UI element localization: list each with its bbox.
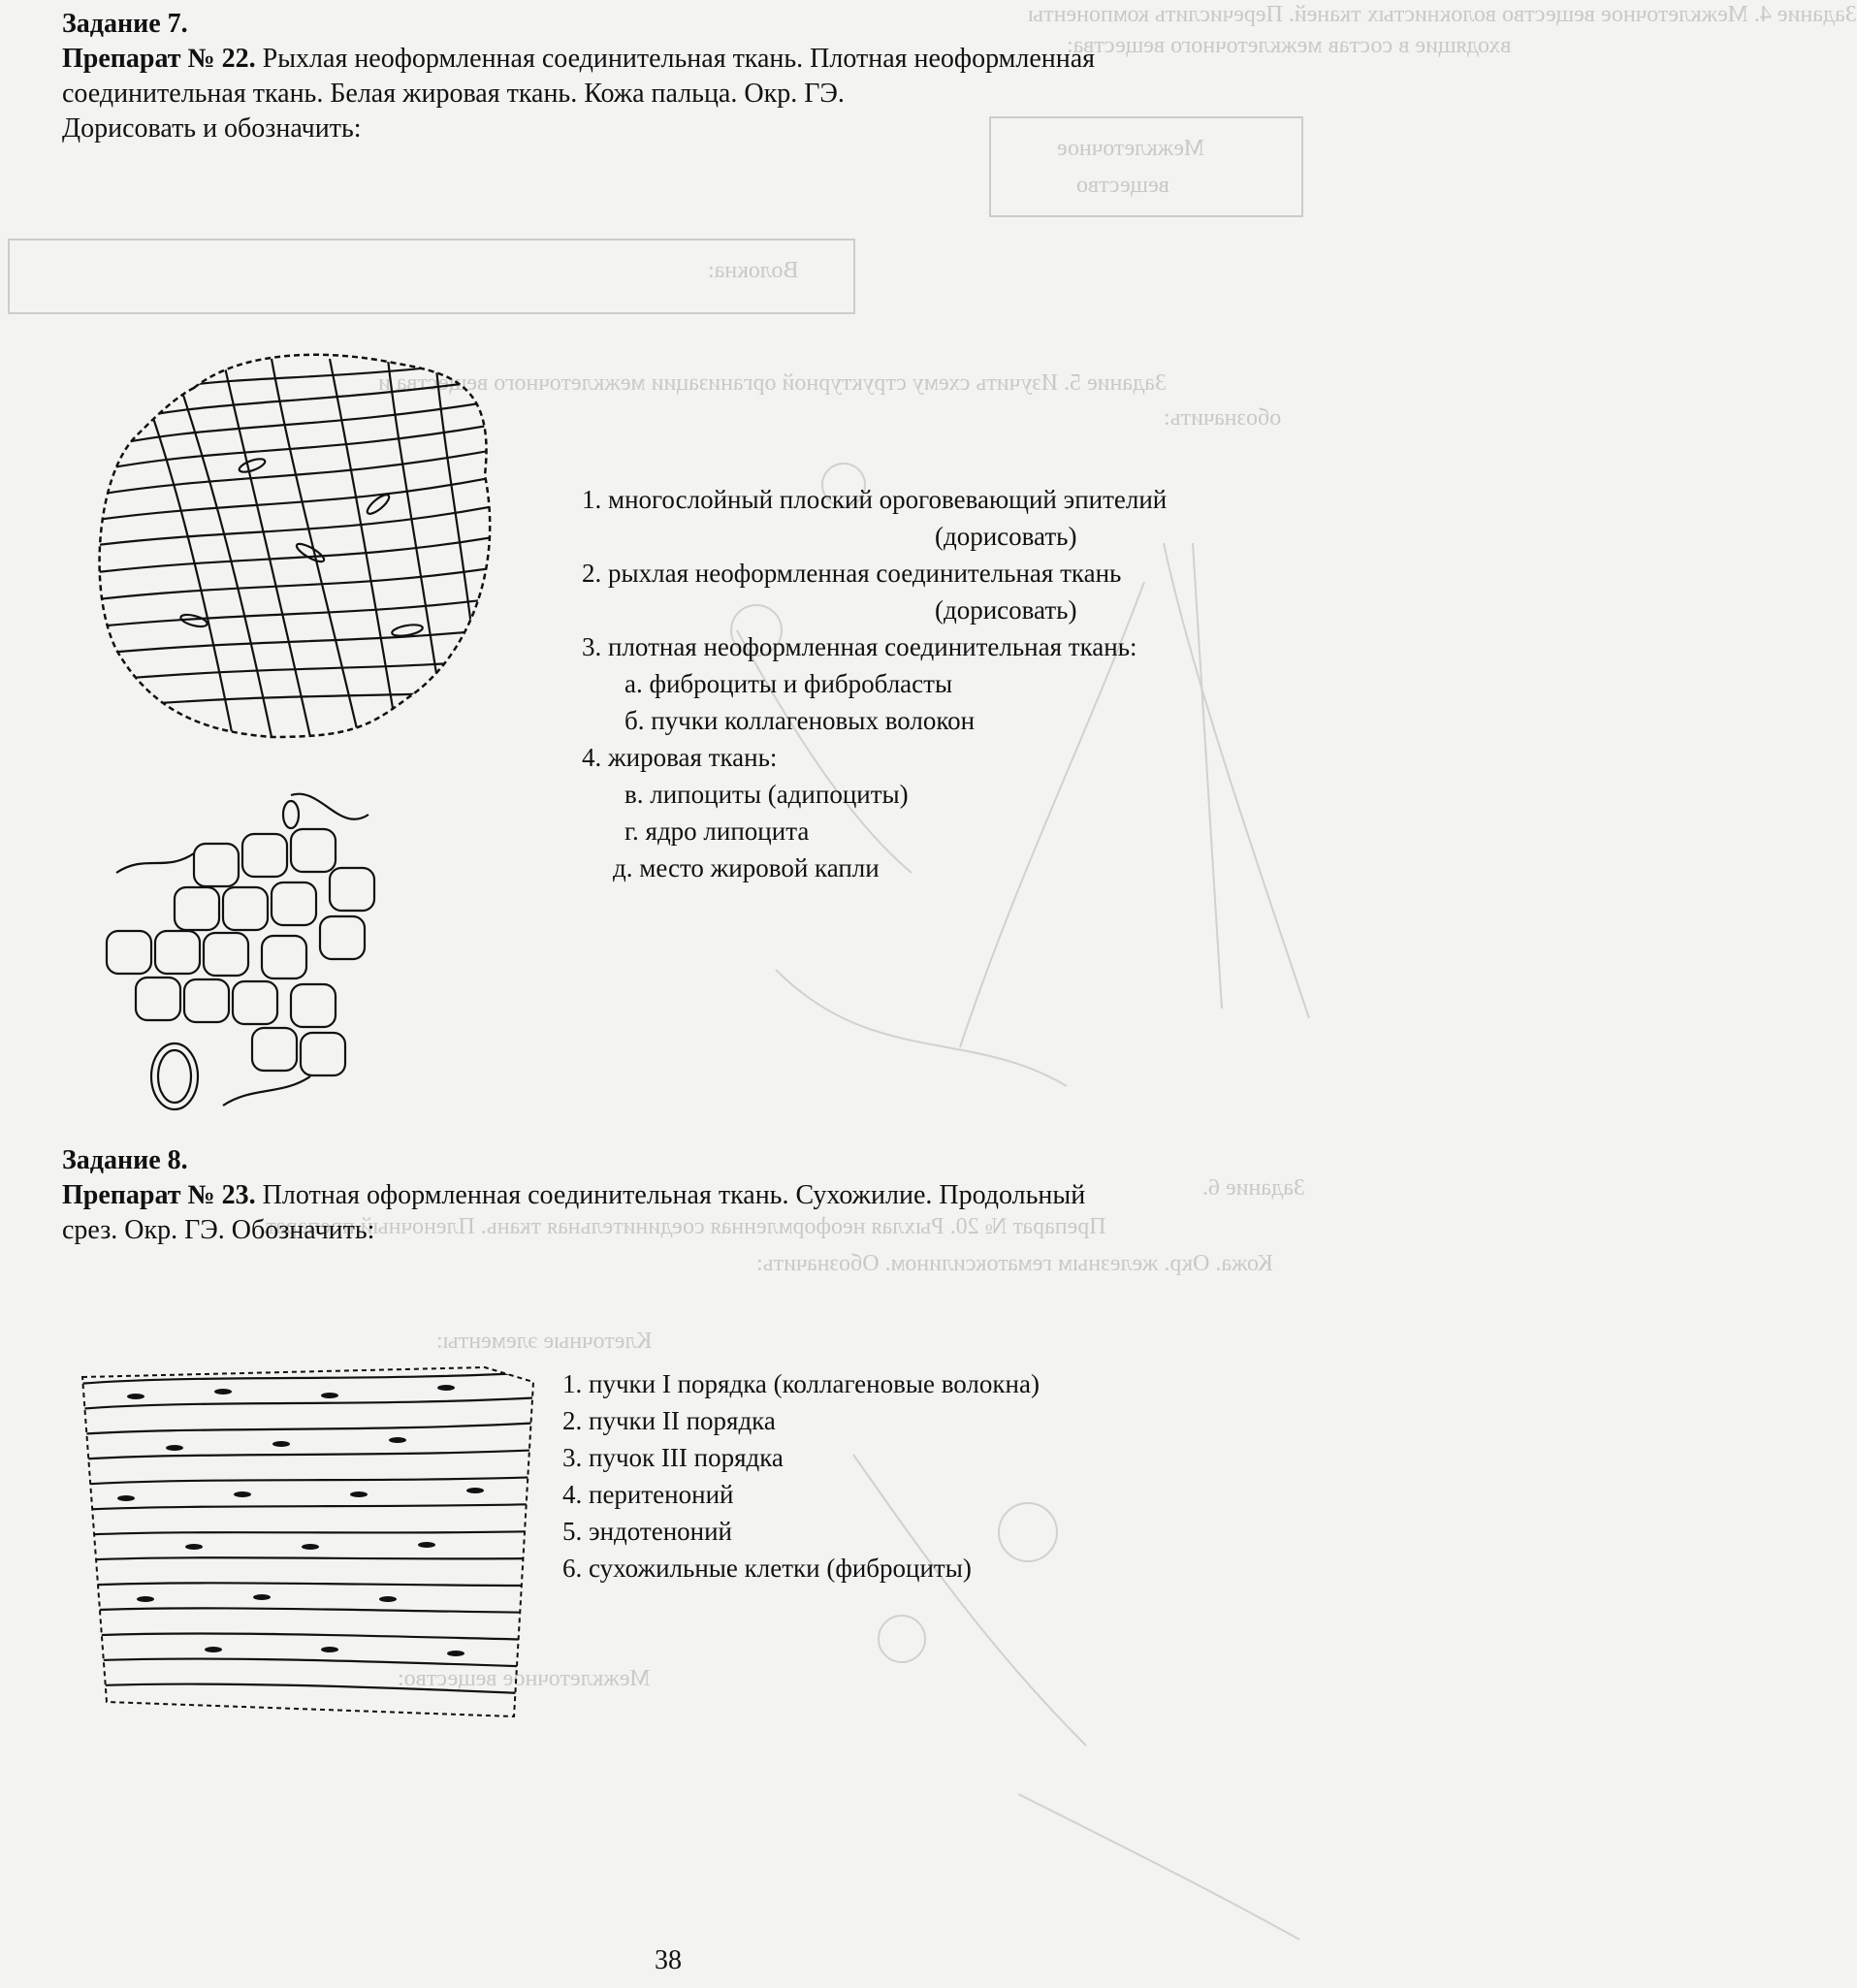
ghost-text: Задание 6. xyxy=(1202,1175,1305,1201)
ghost-text: входящие в состав межклеточного вещества: xyxy=(1067,33,1512,58)
task7-label-2-note: (дорисовать) xyxy=(935,595,1077,625)
task7-label-3a: а. фиброциты и фибробласты xyxy=(624,669,953,698)
task8-label-2: 2. пучки II порядка xyxy=(562,1406,776,1435)
task8-label-4: 4. перитеноний xyxy=(562,1480,734,1509)
ghost-text: Межклеточное xyxy=(1057,136,1204,161)
ghost-text: вещество xyxy=(1076,173,1169,198)
task8-prep-text-1: Плотная оформленная соединительная ткань. Сухожилие. Продольный xyxy=(255,1180,1086,1210)
ghost-text: Задание 4. Межклеточное вещество волокнистых тканей. Перечислить компоненты xyxy=(1028,2,1857,27)
ghost-text: Кожа. Окр. железным гематоксилином. Обозначить: xyxy=(756,1251,1273,1276)
task7-label-3b: б. пучки коллагеновых волокон xyxy=(624,706,976,735)
ghost-text: Препарат № 20. Рыхлая неоформленная соединительная ткань. Пленочный препарат. xyxy=(262,1214,1106,1239)
ghost-text: Волокна: xyxy=(708,258,799,283)
task7-label-4d: д. место жировой капли xyxy=(613,853,880,882)
task8-label-1: 1. пучки I порядка (коллагеновые волокна) xyxy=(562,1369,1040,1398)
ghost-text: обозначить: xyxy=(1164,405,1282,431)
task8-label-3: 3. пучок III порядка xyxy=(562,1443,784,1472)
task7-prep-text-1: Рыхлая неоформленная соединительная ткань. Плотная неоформленная xyxy=(255,44,1096,74)
task7-label-4: 4. жировая ткань: xyxy=(582,743,778,772)
task8-heading: Задание 8. xyxy=(62,1145,188,1175)
task7-label-2: 2. рыхлая неоформленная соединительная ткань xyxy=(582,559,1122,588)
task8-label-6: 6. сухожильные клетки (фиброциты) xyxy=(562,1554,972,1583)
task8-prep-label: Препарат № 23. xyxy=(62,1180,256,1210)
ghost-text: Задание 5. Изучить схему структурной организации межклеточного вещества и xyxy=(378,370,1167,396)
ghost-text: Клеточные элементы: xyxy=(436,1329,653,1354)
task7-label-1-note: (дорисовать) xyxy=(935,522,1077,551)
task7-tissue-drawing xyxy=(78,330,562,1125)
task7-label-3: 3. плотная неоформленная соединительная ткань: xyxy=(582,632,1137,661)
task7-instruction: Дорисовать и обозначить: xyxy=(62,113,362,144)
task7-label-4v: в. липоциты (адипоциты) xyxy=(624,780,909,809)
task7-prep-label: Препарат № 22. xyxy=(62,44,256,74)
task7-heading: Задание 7. xyxy=(62,9,188,39)
task7-label-1: 1. многослойный плоский ороговевающий эпителий xyxy=(582,485,1168,514)
task8-prep-line2: срез. Окр. ГЭ. Обозначить: xyxy=(62,1215,375,1245)
task8-label-5: 5. эндотеноний xyxy=(562,1517,732,1546)
task8-tendon-drawing xyxy=(78,1363,543,1721)
page-number: 38 xyxy=(655,1945,682,1975)
task7-label-4g: г. ядро липоцита xyxy=(624,817,810,846)
ghost-text: Межклеточное вещество: xyxy=(398,1666,651,1691)
task8-prep-line1 xyxy=(62,1179,1085,1212)
task7-prep-line1 xyxy=(62,43,1095,76)
task7-prep-line2: соединительная ткань. Белая жировая ткань. Кожа пальца. Окр. ГЭ. xyxy=(62,79,845,109)
